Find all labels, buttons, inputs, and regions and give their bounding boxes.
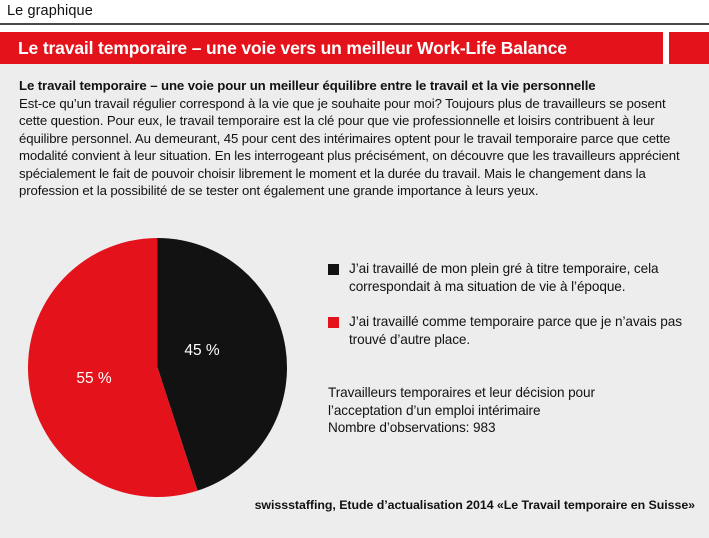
kicker-label: Le graphique: [7, 3, 93, 19]
chart-caption: [328, 384, 698, 437]
title-band: [0, 32, 709, 64]
chart-legend: [328, 260, 698, 366]
article-panel: [0, 64, 709, 538]
pie-chart: [28, 238, 287, 497]
article-body: Est-ce qu’un travail régulier correspond à la vie que je souhaite pour moi? Toujours plus de travailleurs se posent cette question. Pour eux, le travail temporaire est la clé pour que vie professionnelle et loisirs contribuent à leur équilibre personnel. Au demeurant, 45 pour cent des intérimaires optent pour le travail temporaire parce que cette modalité convient à leur situation. En les interrogeant plus précisément, on découvre que les travailleurs apprécient spécialement le fait de pouvoir choisir librement le moment et la durée du travail. Mais le changement dans la profession et la possibilité de se tester ont également une grande importance à leurs yeux.: [19, 96, 680, 199]
article-lede: Le travail temporaire – une voie pour un meilleur équilibre entre le travail et la vie personnelle: [19, 78, 596, 93]
title-banner-endcap: [669, 32, 709, 64]
kicker-bar: [0, 0, 709, 24]
legend-swatch-icon-red: [328, 317, 339, 328]
pie-value-label-red: 55 %: [76, 370, 112, 387]
legend-item: [328, 260, 698, 295]
legend-swatch-icon-black: [328, 264, 339, 275]
pie-chart-svg: [28, 238, 287, 497]
legend-item: [328, 313, 698, 348]
legend-item-label: J’ai travaillé comme temporaire parce que je n’avais pas trouvé d’autre place.: [349, 314, 682, 347]
title-banner: [0, 32, 663, 64]
chart-caption-line-3: Nombre d’observations: 983: [328, 420, 496, 436]
chart-caption-line-2: l’acceptation d’un emploi intérimaire: [328, 402, 541, 418]
chart-source: swissstaffing, Etude d’actualisation 2014 «Le Travail temporaire en Suisse»: [254, 498, 695, 512]
page-title: Le travail temporaire – une voie vers un meilleur Work-Life Balance: [18, 38, 567, 58]
pie-value-label-black: 45 %: [184, 342, 220, 359]
legend-item-label: J’ai travaillé de mon plein gré à titre temporaire, cela correspondait à ma situation de vie à l’époque.: [349, 261, 659, 294]
chart-caption-line-1: Travailleurs temporaires et leur décision pour: [328, 385, 595, 400]
header-divider: [0, 23, 709, 25]
